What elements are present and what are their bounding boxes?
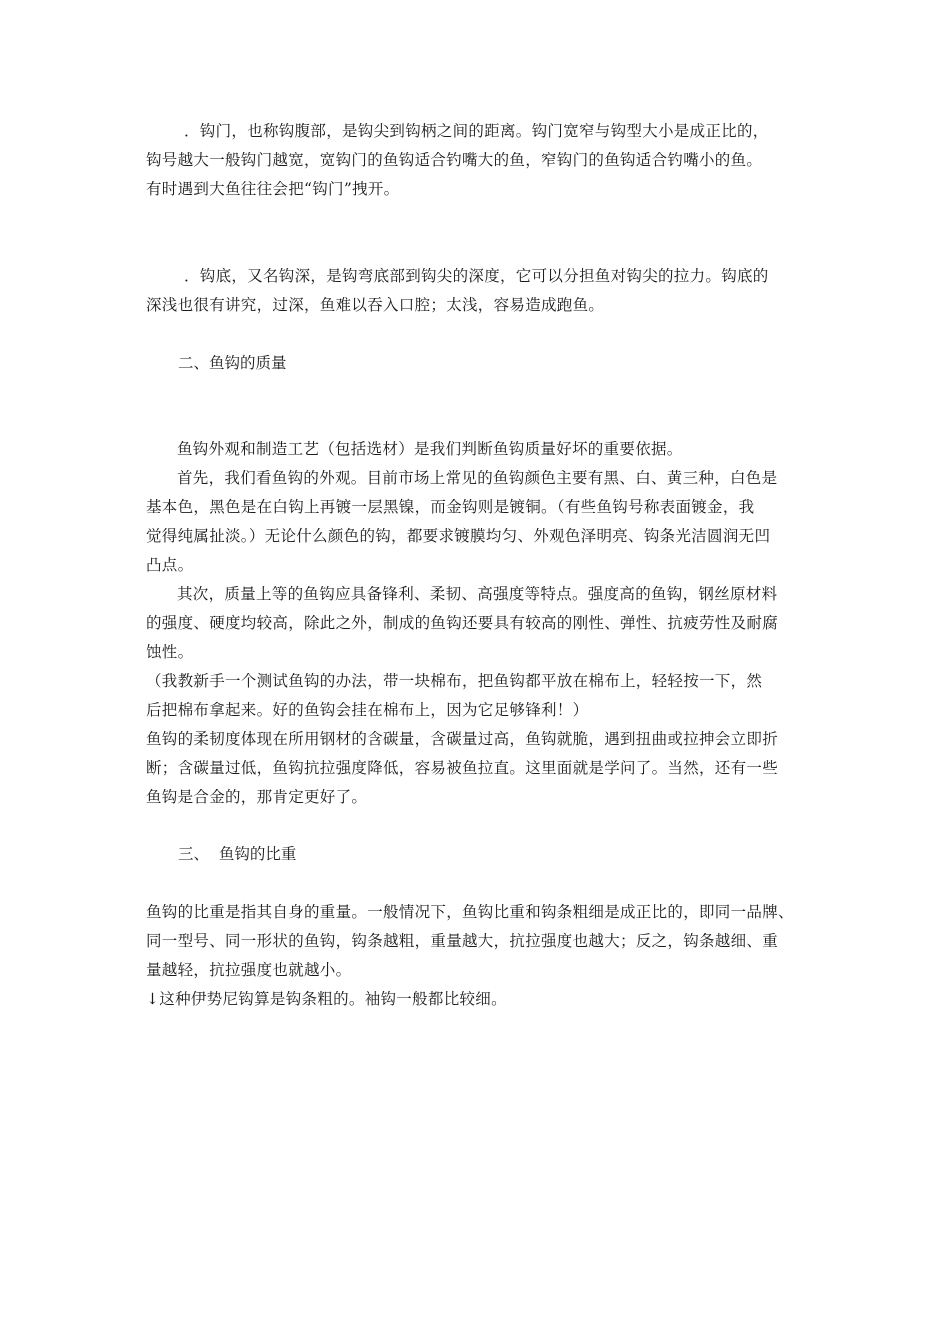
text-line: 其次，质量上等的鱼钩应具备锋利、柔韧、高强度等特点。强度高的鱼钩，钢丝原材料 [177,585,778,603]
paragraph-gou-di [146,262,810,320]
text-line: 后把棉布拿起来。好的鱼钩会挂在棉布上，因为它足够锋利！） [146,701,589,719]
text-line: 同一型号、同一形状的鱼钩，钩条越粗，重量越大，抗拉强度也越大；反之，钩条越细、重 [146,932,779,950]
paragraph-gou-men [146,117,810,204]
text-line: 基本色，黑色是在白钩上再镀一层黑镍，而金钩则是镀铜。（有些鱼钩号称表面镀金，我 [146,498,755,516]
text-line: 深浅也很有讲究，过深，鱼难以吞入口腔；太浅，容易造成跑鱼。 [146,296,605,314]
text-line: 量越轻，抗拉强度也就越小。 [146,961,352,979]
text-line: 鱼钩外观和制造工艺（包括选材）是我们判断鱼钩质量好坏的重要依据。 [177,440,683,458]
text-line: 鱼钩是合金的，那肯定更好了。 [146,788,368,806]
text-line: 鱼钩的比重是指其自身的重量。一般情况下，鱼钩比重和钩条粗细是成正比的，即同一品牌、 [146,903,794,921]
text-line: 蚀性。 [146,643,194,661]
text-line: ．钩门，也称钩腹部，是钩尖到钩柄之间的距离。钩门宽窄与钩型大小是成正比的， [184,122,769,140]
paragraph-test-tip [146,667,810,725]
paragraph-appearance [146,464,810,580]
text-line: 断；含碳量过低，鱼钩抗拉强度降低，容易被鱼拉直。这里面就是学问了。当然，还有一些 [146,759,779,777]
text-line: 首先，我们看鱼钩的外观。目前市场上常见的鱼钩颜色主要有黑、白、黄三种，白色是 [177,469,778,487]
text-line: 钩号越大一般钩门越宽，宽钩门的鱼钩适合钓嘴大的鱼，窄钩门的鱼钩适合钓嘴小的鱼。 [146,151,763,169]
text-line: （我教新手一个测试鱼钩的办法，带一块棉布，把鱼钩都平放在棉布上，轻轻按一下，然 [146,672,763,690]
text-line: 觉得纯属扯淡。）无论什么颜色的钩，都要求镀膜均匀、外观色泽明亮、钩条光洁圆润无凹 [146,527,771,545]
section-heading-quality: 二、鱼钩的质量 [178,354,287,372]
paragraph-toughness [146,725,810,812]
paragraph-note [146,985,810,1014]
text-line: 凸点。 [146,556,194,574]
text-line: 鱼钩的柔韧度体现在所用钢材的含碳量，含碳量过高，鱼钩就脆，遇到扭曲或拉抻会立即折 [146,730,779,748]
paragraph-quality-intro [146,435,810,464]
text-line: ．钩底，又名钩深，是钩弯底部到钩尖的深度，它可以分担鱼对钩尖的拉力。钩底的 [184,267,769,285]
paragraph-sharpness [146,580,810,667]
paragraph-weight [146,898,810,985]
text-line: ↓这种伊势尼钩算是钩条粗的。袖钩一般都比较细。 [146,990,507,1008]
section-heading-weight: 三、 鱼钩的比重 [178,845,297,863]
text-line: 的强度、硬度均较高，除此之外，制成的鱼钩还要具有较高的刚性、弹性、抗疲劳性及耐腐 [146,614,779,632]
text-line: 有时遇到大鱼往往会把“钩门”拽开。 [146,180,400,198]
